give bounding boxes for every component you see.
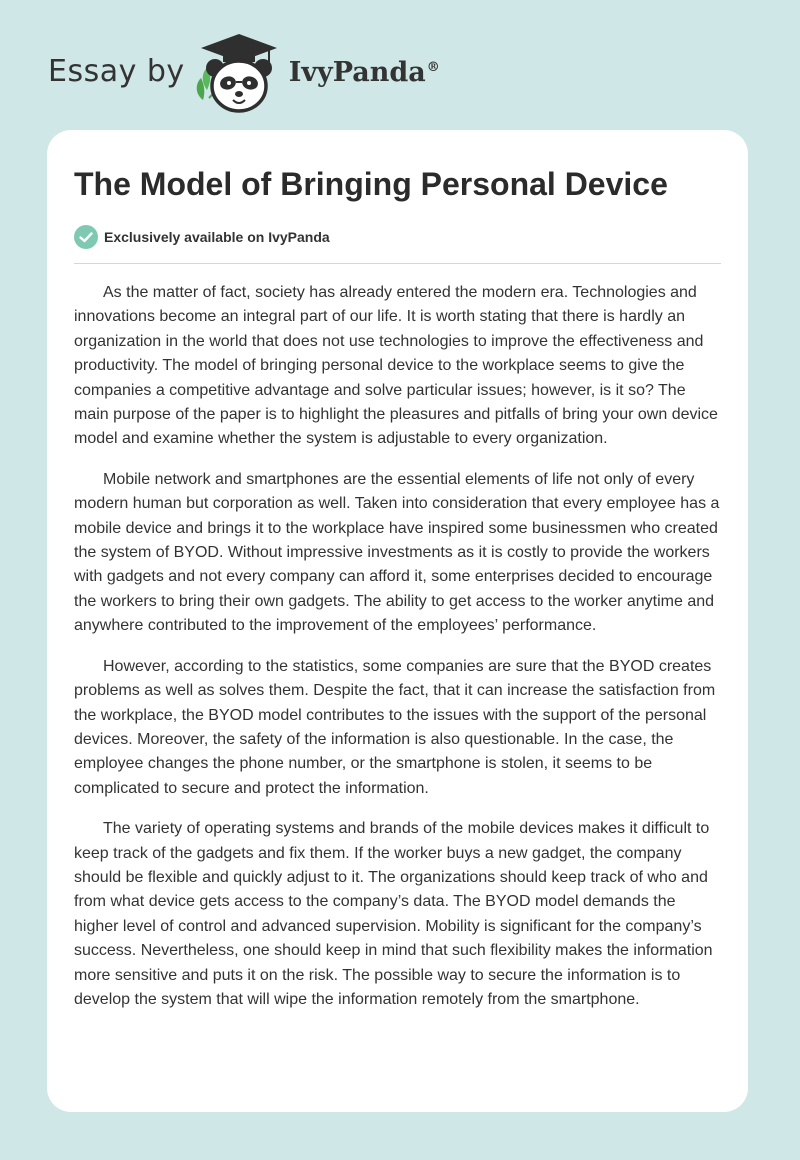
paragraph: As the matter of fact, society has already entered the modern era. Technologies and innovations become an integral part of our life. It is worth stating that there is hardly an organization in the world that does not use technologies to improve the effectiveness and productivity. The model of bringing personal device to the workplace seems to give the companies a competitive advantage and solve particular issues; however, is it so? The main purpose of the paper is to highlight the pleasures and pitfalls of bring your own device model and examine whether the system is adjustable to every organization. [74,284,718,448]
site-brand[interactable] [48,28,440,118]
brand-name [289,57,440,88]
paragraph: However, according to the statistics, some companies are sure that the BYOD creates problems as well as solves them. Despite the fact, that it can increase the satisfaction from the workplace, the BYOD model contributes to the issues with the support of the personal devices. Moreover, the safety of the information is also questionable. In the case, the employee changes the phone number, or the smartphone is stolen, it seems to be complicated to secure and protect the information. [74,657,716,797]
title-divider [74,263,721,264]
exclusive-badge [74,225,721,249]
paragraph: The variety of operating systems and brands of the mobile devices makes it difficult to keep track of the gadgets and fix them. If the worker buys a new gadget, the company should be flexible and quickly adjust to it. The organizations should keep track of who and from what device gets access to the company’s data. The BYOD model demands the higher level of control and advanced supervision. Mobility is significant for the company’s success. Nevertheless, one should keep in mind that such flexibility makes the information more sensitive and puts it on the risk. The possible way to secure the information is to develop the system that will wipe the information remotely from the smartphone. [74,820,713,1008]
essay-title: The Model of Bringing Personal Device [74,166,668,202]
brand-name-text: IvyPanda [288,56,426,88]
paragraph: Mobile network and smartphones are the essential elements of life not only of every modern human but corporation as well. Taken into consideration that every employee has a mobile device and brings it to the workplace have inspired some businessmen who created the system of BYOD. Without impressive investments as it is costly to provide the workers with gadgets and not every company can afford it, some enterprises decided to encourage the workers to bring their own gadgets. The ability to get access to the worker anytime and anywhere contributed to the improvement of the employees’ performance. [74,470,720,635]
check-circle-icon [74,225,98,249]
brand-prefix: Essay by [48,53,185,89]
exclusive-badge-text: Exclusively available on IvyPanda [104,229,330,245]
registered-mark: ® [426,59,440,75]
essay-body [74,281,721,1012]
essay-card [47,130,748,1112]
panda-logo-icon [193,28,285,118]
